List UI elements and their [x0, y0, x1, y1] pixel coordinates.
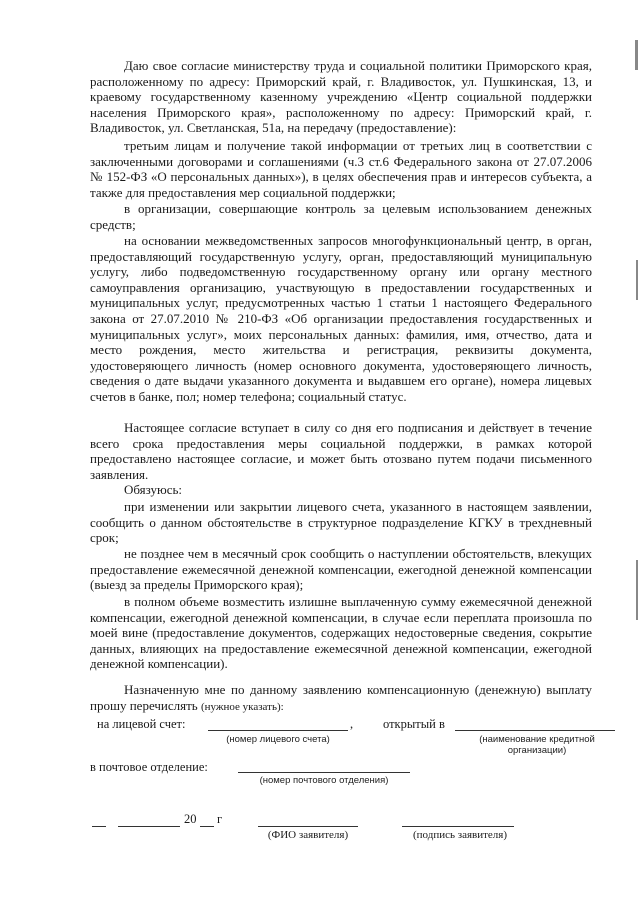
account-comma: , — [350, 717, 354, 731]
scan-margin-mark-3 — [636, 560, 638, 620]
consent-paragraph-interdepartmental: на основании межведомственных запросов многофункциональный центр, в орган, предоставляющий государственную услугу, орган, предоставляющий муниципальную услугу, либо подведомственную государственному органу или органу местного самоуправления организацию, участвующую в предоставлении государственных и муниципальных услуг, предусмотренных частью 1 статьи 1 настоящего Федерального закона от 27.07.2010 № 210-ФЗ «Об организации предоставления государственных и муниципальных услуг», моих персональных данных: фамилия, имя, отчество, дата и место рождения, место жительства и регистрация, реквизиты документа, удостоверяющего личность (номер основного документа, удостоверяющего личность, сведения о дате выдачи указанного документа и выдавшем его органе), номера лицевых счетов в банке, пол; номер телефона; социальный статус. — [90, 233, 592, 404]
consent-paragraph-third-parties: третьим лицам и получение такой информации от третьих лиц в соответствии с заключенными договорами и соглашениями (ч.3 ст.6 Федерального закона от 27.07.2006 № 152-ФЗ «О персональных данных»), в целях обеспечения прав и интересов субъекта, а также для предоставления мер социальной поддержки; — [90, 138, 592, 200]
obligations-heading: Обязуюсь: — [124, 482, 183, 497]
bank-name-field[interactable] — [455, 730, 615, 731]
applicant-name-caption: (ФИО заявителя) — [267, 829, 349, 841]
post-office-label: в почтовое отделение: — [90, 760, 208, 774]
payment-intro-note: (нужное указать): — [200, 700, 284, 713]
obligation-item-circumstances: не позднее чем в месячный срок сообщить о наступлении обстоятельств, влекущих предоставление ежемесячной денежной компенсации, ежегодной денежной компенсации (выезд за пределы Приморского края); — [90, 546, 592, 593]
obligation-item-refund: в полном объеме возместить излишне выплаченную сумму ежемесячной денежной компенсации, ежегодной денежной компенсации, в случае если переплата произошла по моей вине (предоставление документов, содержащих недостоверные сведения, сокрытие данных, влияющих на предоставление ежемесячной денежной компенсации, ежегодной денежной компенсации). — [90, 594, 592, 672]
scan-margin-mark — [635, 40, 638, 70]
consent-paragraph-validity: Настоящее согласие вступает в силу со дня его подписания и действует в течение всего срока предоставления меры социальной поддержки, в рамках которой предоставлено настоящее согласие, и может быть отозвано путем подачи письменного заявления. — [90, 420, 592, 482]
account-label: на лицевой счет: — [97, 717, 186, 731]
post-office-field[interactable] — [238, 772, 410, 773]
account-number-caption: (номер лицевого счета) — [226, 734, 330, 745]
payment-intro — [90, 682, 592, 715]
account-number-field[interactable] — [208, 730, 348, 731]
consent-paragraph-intro: Даю свое согласие министерству труда и социальной политики Приморского края, расположенному по адресу: Приморский край, г. Владивосток, ул. Пушкинская, 13, и краевому государственному казенному учреждению «Центр социальной поддержки населения Приморского края», расположенному по адресу: Приморский край, г. Владивосток, ул. Светланская, 51а, на передачу (предоставление): — [90, 58, 592, 136]
bank-name-caption: (наименование кредитной организации) — [479, 734, 595, 756]
date-day-field[interactable] — [92, 826, 106, 827]
post-office-caption: (номер почтового отделения) — [259, 775, 389, 786]
date-month-field[interactable] — [118, 826, 180, 827]
obligation-item-account-change: при изменении или закрытии лицевого счета, указанного в настоящем заявлении, сообщить о данном обстоятельстве в структурное подразделение КГКУ в трехдневный срок; — [90, 499, 592, 546]
date-year-prefix: 20 — [184, 812, 197, 826]
payment-intro-text: Назначенную мне по данному заявлению компенсационную (денежную) выплату прошу перечислять — [90, 682, 592, 713]
applicant-name-field[interactable] — [258, 826, 358, 827]
date-year-field[interactable] — [200, 826, 214, 827]
date-year-suffix: г — [217, 812, 223, 826]
applicant-signature-field[interactable] — [402, 826, 514, 827]
consent-paragraph-control-orgs: в организации, совершающие контроль за целевым использованием денежных средств; — [90, 201, 592, 232]
opened-in-label: открытый в — [383, 717, 445, 731]
scan-margin-mark-2 — [636, 260, 638, 300]
applicant-signature-caption: (подпись заявителя) — [412, 829, 508, 841]
